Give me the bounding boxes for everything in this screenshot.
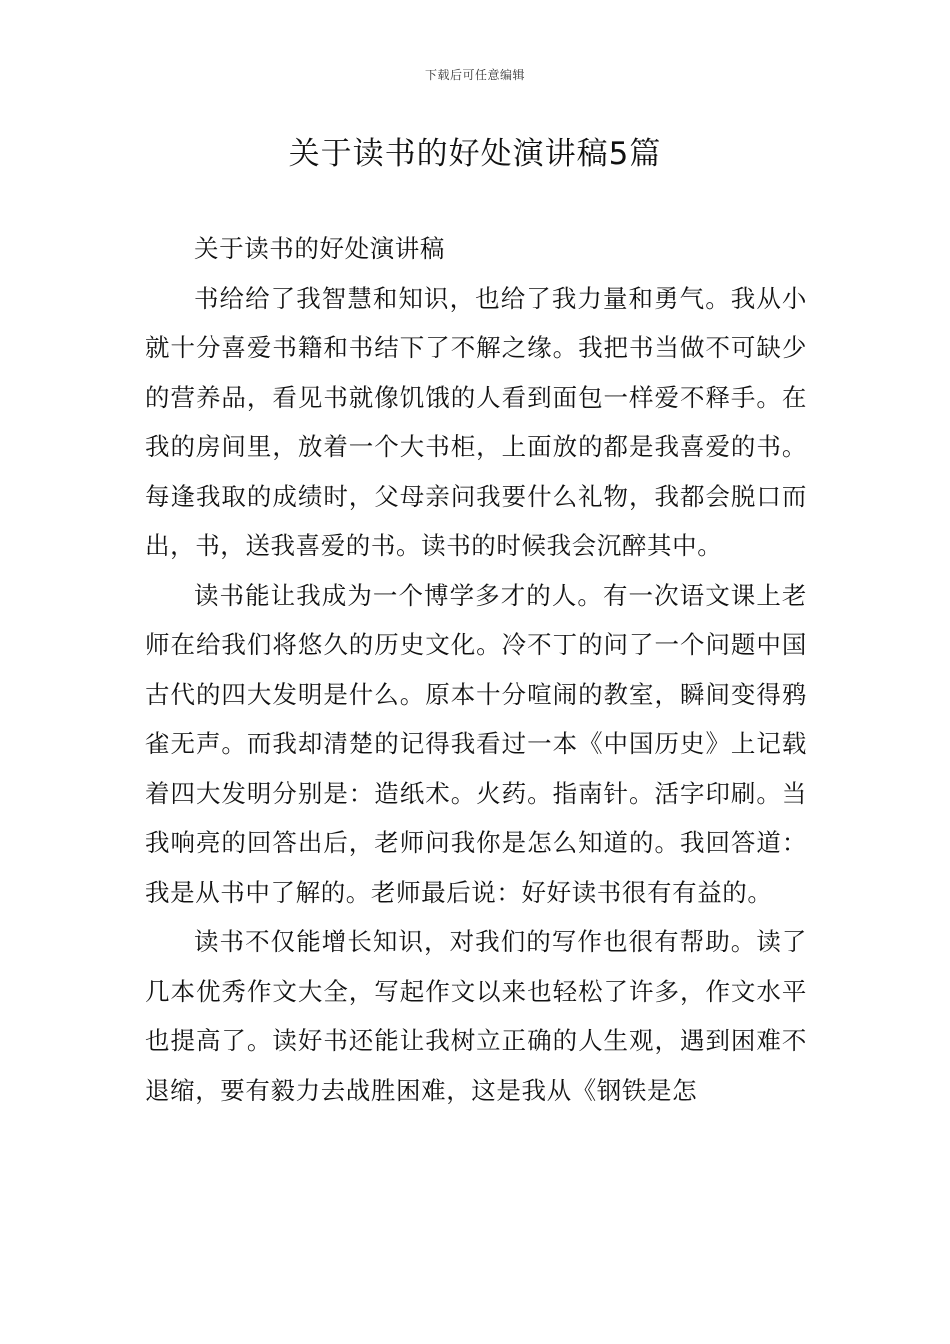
document-title: 关于读书的好处演讲稿5篇	[288, 136, 662, 172]
paragraph-subtitle: 关于读书的好处演讲稿	[194, 234, 445, 263]
header-note: 下载后可任意编辑	[424, 68, 525, 82]
paragraph: 读书能让我成为一个博学多才的人。有一次语文课上老师在给我们将悠久的历史文化。冷不丁的问了一个问题中国古代的四大发明是什么。原本十分喧闹的教室，瞬间变得鸦雀无声。而我却清楚的记得我看过一本《中国历史》上记载着四大发明分别是：造纸术。火药。指南针。活字印刷。当我响亮的回答出后，老师问我你是怎么知道的。我回答道：我是从书中了解的。老师最后说：好好读书很有有益的。	[145, 580, 807, 907]
paragraph: 读书不仅能增长知识，对我们的写作也很有帮助。读了几本优秀作文大全，写起作文以来也轻松了许多，作文水平也提高了。读好书还能让我树立正确的人生观，遇到困难不退缩，要有毅力去战胜困难，这是我从《钢铁是怎	[145, 927, 807, 1105]
document-body	[145, 224, 807, 1115]
paragraph: 书给给了我智慧和知识，也给了我力量和勇气。我从小就十分喜爱书籍和书结下了不解之缘。我把书当做不可缺少的营养品，看见书就像饥饿的人看到面包一样爱不释手。在我的房间里，放着一个大书柜，上面放的都是我喜爱的书。每逢我取的成绩时，父母亲问我要什么礼物，我都会脱口而出，书，送我喜爱的书。读书的时候我会沉醉其中。	[145, 283, 807, 560]
